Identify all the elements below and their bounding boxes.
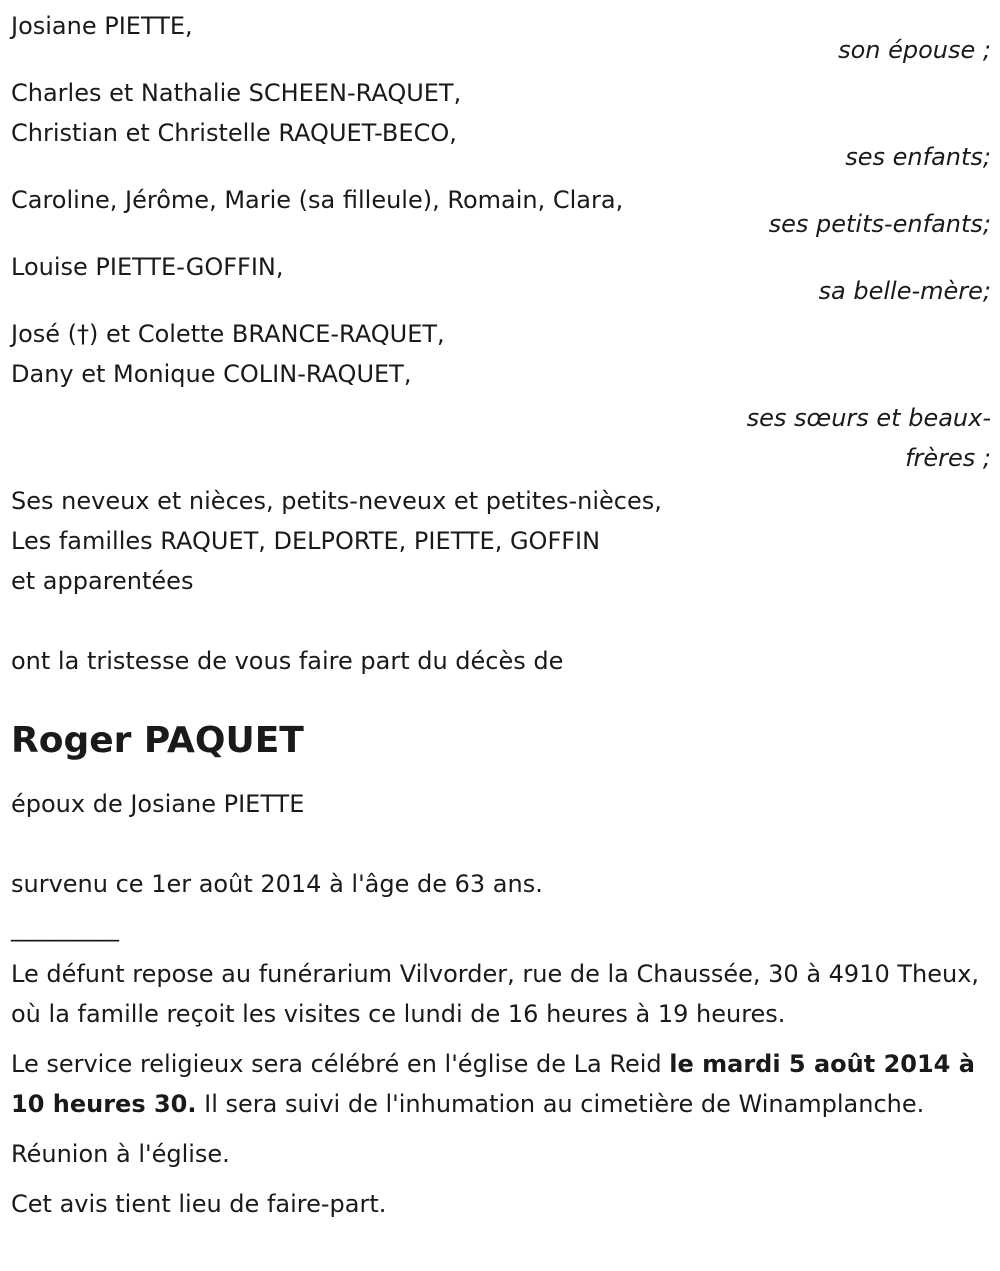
sibling-line: José (†) et Colette BRANCE-RAQUET, [11,320,445,348]
death-info-text: survenu ce 1er août 2014 à l'âge de 63 ans. [11,870,543,898]
child-line: Charles et Nathalie SCHEEN-RAQUET, [11,79,462,107]
separator-line: _________ [11,914,119,942]
children-role: ses enfants; [845,143,991,171]
child-line: Christian et Christelle RAQUET-BECO, [11,119,457,147]
repose-paragraph: Le défunt repose au funérarium Vilvorder, rue de la Chaussée, 30 à 4910 Theux, où la famille reçoit les visites ce lundi de 16 heures à 19 heures. [11,960,980,1028]
grandchildren-line: Caroline, Jérôme, Marie (sa filleule), Romain, Clara, [11,186,624,214]
spouse-of-text: époux de Josiane PIETTE [11,790,305,818]
spouse-role: son épouse ; [838,36,991,64]
sibling-line: Dany et Monique COLIN-RAQUET, [11,360,412,388]
meeting-paragraph: Réunion à l'église. [11,1140,230,1168]
mother-in-law-line: Louise PIETTE-GOFFIN, [11,253,284,281]
siblings-role: ses sœurs et beaux-frères ; [746,404,991,472]
service-paragraph [11,1044,986,1124]
service-intro: Le service religieux sera célébré en l'église de La Reid [11,1050,670,1078]
relatives-line: et apparentées [11,567,194,595]
relatives-line: Ses neveux et nièces, petits-neveux et petites-nièces, [11,487,662,515]
deceased-name: Roger PAQUET [11,720,304,761]
grandchildren-role: ses petits-enfants; [768,210,991,238]
announcement-text: ont la tristesse de vous faire part du décès de [11,647,564,675]
obituary-notice [11,6,991,1234]
spouse-name: Josiane PIETTE, [11,12,193,40]
relatives-line: Les familles RAQUET, DELPORTE, PIETTE, GOFFIN [11,527,601,555]
service-date: le mardi 5 août 2014 à 10 heures 30. [11,1050,975,1118]
service-outro: Il sera suivi de l'inhumation au cimetière de Winamplanche. [196,1090,925,1118]
notice-paragraph: Cet avis tient lieu de faire-part. [11,1190,387,1218]
mother-in-law-role: sa belle-mère; [818,277,991,305]
